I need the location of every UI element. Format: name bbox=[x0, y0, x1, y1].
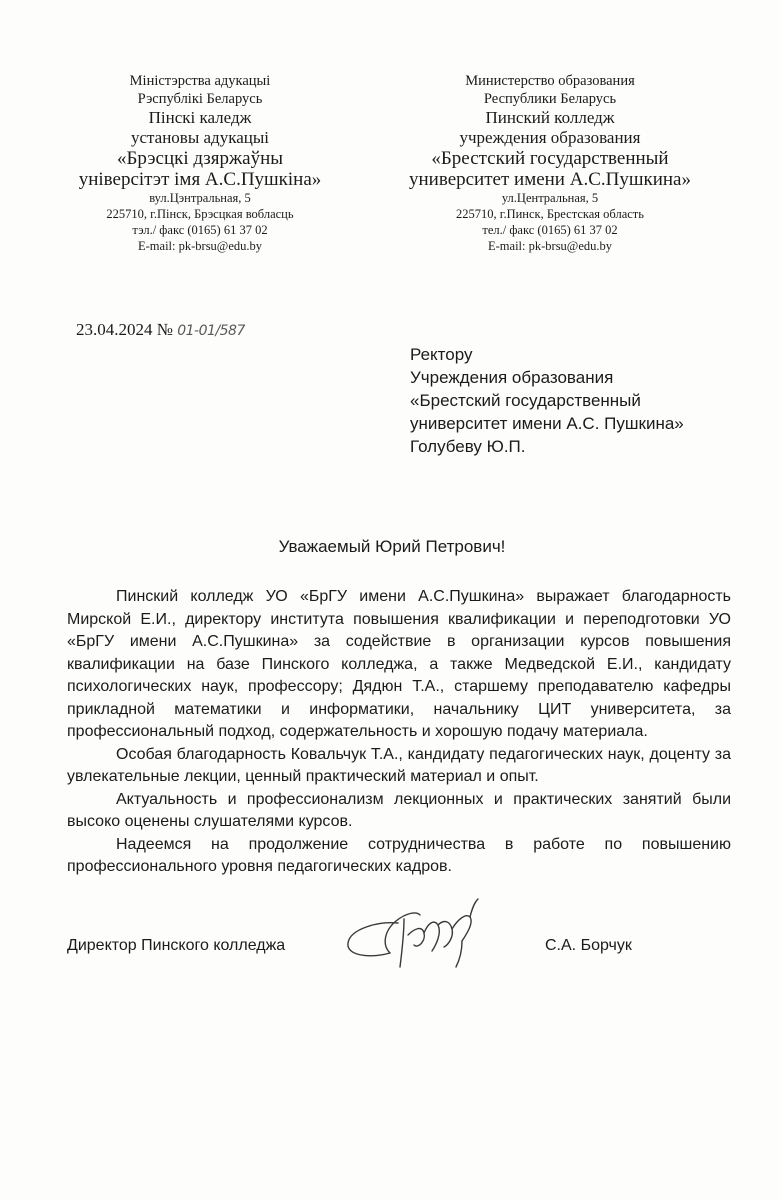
letterhead-line: Пинский колледж bbox=[485, 108, 615, 127]
addressee-line: Ректору bbox=[410, 345, 473, 364]
addressee-line: университет имени А.С. Пушкина» bbox=[410, 414, 684, 433]
letterhead-russian bbox=[400, 72, 700, 254]
addressee-line: Учреждения образования bbox=[410, 368, 614, 387]
letterhead-email: E-mail: pk-brsu@edu.by bbox=[488, 239, 612, 253]
date-number-row bbox=[76, 320, 245, 340]
signatory-name: С.А. Борчук bbox=[545, 937, 632, 954]
letterhead-email: E-mail: pk-brsu@edu.by bbox=[138, 239, 262, 253]
number-sign: № bbox=[156, 320, 173, 339]
letterhead-belarusian bbox=[70, 72, 330, 254]
salutation: Уважаемый Юрий Петрович! bbox=[278, 537, 506, 556]
letterhead-address: ул.Центральная, 5 bbox=[501, 191, 599, 205]
letter-number: 01-01/587 bbox=[177, 323, 245, 339]
addressee-block bbox=[410, 343, 684, 458]
letterhead-phone: тэл./ факс (0165) 61 37 02 bbox=[132, 223, 268, 237]
letterhead-line: «Брестский государственный bbox=[431, 148, 669, 169]
letterhead-line: Республики Беларусь bbox=[483, 91, 617, 107]
body-paragraph: Актуальность и профессионализм лекционных и практических занятий были высоко оценены слушателями курсов. bbox=[67, 790, 731, 830]
letterhead-line: Рэспублікі Беларусь bbox=[137, 91, 263, 107]
addressee-line: «Брестский государственный bbox=[410, 391, 641, 410]
letterhead-line: университет имени А.С.Пушкина» bbox=[409, 169, 691, 190]
letterhead-phone: тел./ факс (0165) 61 37 02 bbox=[482, 223, 618, 237]
letterhead-address: вул.Цэнтральная, 5 bbox=[149, 191, 251, 205]
body-paragraph: Пинский колледж УО «БрГУ имени А.С.Пушкина» выражает благодарность Мирской Е.И., директору института повышения квалификации и переподготовки УО «БрГУ имени А.С.Пушкина» за содействие в организации курсов повышения квалификации на базе Пинского колледжа, а также Медведской Е.И., кандидату психологических наук, профессору; Дядюн Т.А., старшему преподавателю кафедры прикладной математики и информатики, начальнику ЦИТ университета, за профессиональный подход, содержательность и хорошую подачу материала. bbox=[67, 588, 731, 740]
handwritten-signature bbox=[338, 895, 508, 975]
letterhead-line: Министерство образования bbox=[465, 73, 635, 89]
letterhead-line: установы адукацыі bbox=[130, 128, 269, 147]
letterhead-line: Міністэрства адукацыі bbox=[129, 73, 271, 89]
letter-date: 23.04.2024 bbox=[76, 320, 153, 339]
addressee-line: Голубеву Ю.П. bbox=[410, 437, 526, 456]
signatory-title: Директор Пинского колледжа bbox=[67, 937, 286, 954]
body-paragraph: Надеемся на продолжение сотрудничества в работе по повышению профессионального уровня педагогических кадров. bbox=[67, 835, 731, 875]
letter-body bbox=[67, 586, 731, 879]
letterhead-line: «Брэсцкі дзяржаўны bbox=[116, 148, 284, 169]
letterhead-line: Пінскі каледж bbox=[148, 108, 252, 127]
letterhead-line: учреждения образования bbox=[459, 128, 641, 147]
letterhead-line: універсітэт імя А.С.Пушкіна» bbox=[78, 169, 322, 190]
body-paragraph: Особая благодарность Ковальчук Т.А., кандидату педагогических наук, доценту за увлекательные лекции, ценный практический материал и опыт. bbox=[67, 745, 731, 785]
letterhead-address: 225710, г.Пінск, Брэсцкая вобласць bbox=[106, 207, 294, 221]
letterhead-address: 225710, г.Пинск, Брестская область bbox=[456, 207, 644, 221]
